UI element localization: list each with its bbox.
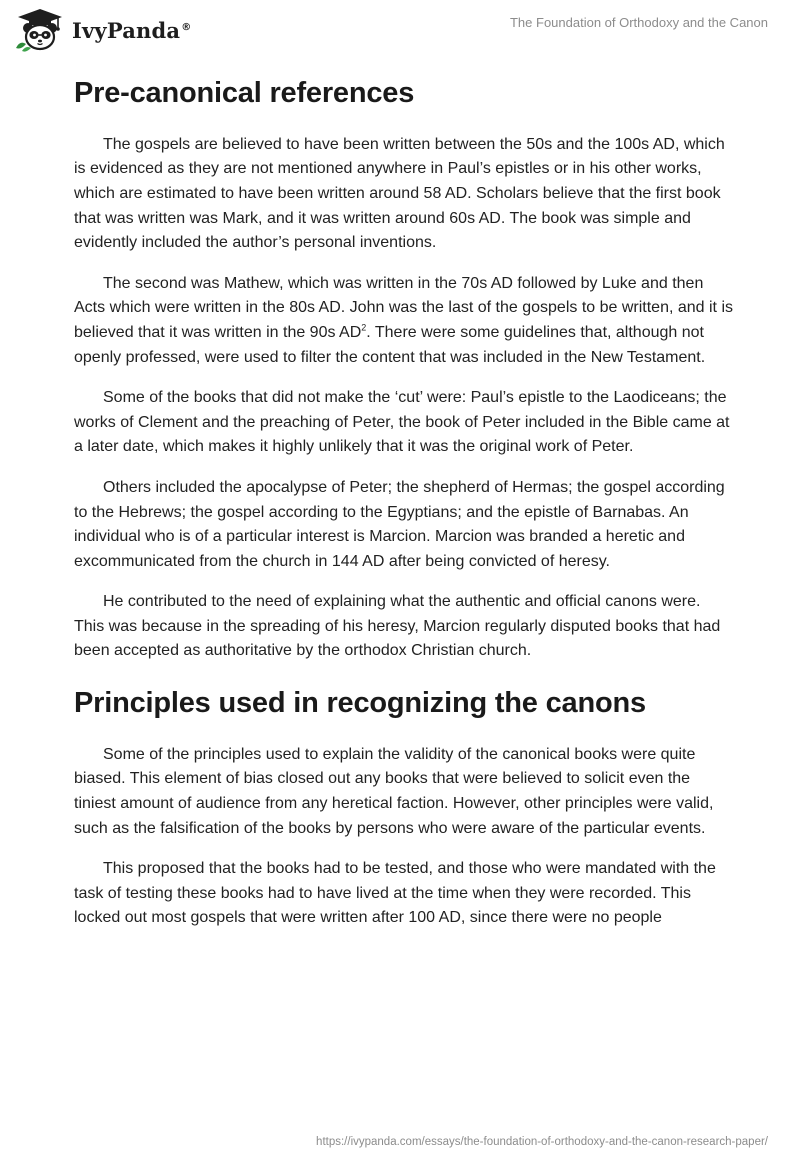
section-heading-pre-canonical: Pre-canonical references bbox=[74, 77, 415, 109]
ivypanda-logo[interactable] bbox=[14, 8, 191, 52]
paragraph-text: . There were some guidelines that, although not openly professed, were used to filter the content that was included in the New Testament. bbox=[74, 323, 706, 366]
section-heading-principles: Principles used in recognizing the canons bbox=[74, 687, 646, 720]
paragraph: He contributed to the need of explaining what the authentic and official canons were. This was because in the spreading of his heresy, Marcion regularly disputed books that had been accepted as authoritative by the orthodox Christian church. bbox=[74, 593, 721, 660]
page-header bbox=[0, 0, 800, 60]
document-title: The Foundation of Orthodoxy and the Canon bbox=[509, 15, 768, 30]
paragraph: The gospels are believed to have been written between the 50s and the 100s AD, which is evidenced as they are not mentioned anywhere in Paul’s epistles or in his other works, which are estimated to have been written around 58 AD. Scholars believe that the first book that was written was Mark, and it was written around 60s AD. The book was simple and evidently included the author’s personal inventions. bbox=[74, 135, 725, 252]
paragraph-text: The second was Mathew, which was written in the 70s AD followed by Luke and then Acts which were written in the 80s AD. John was the last of the gospels to be written, and it is believed that it was written in the 90s AD bbox=[74, 274, 733, 341]
logo-text: IvyPanda bbox=[72, 17, 181, 43]
paragraph: Others included the apocalypse of Peter; the shepherd of Hermas; the gospel according to the Hebrews; the gospel according to the Egyptians; and the epistle of Barnabas. An individual who is of a particular interest is Marcion. Marcion was branded a heretic and excommunicated from the church in 144 AD after being convicted of heresy. bbox=[74, 478, 725, 570]
footnote-ref[interactable]: 2 bbox=[361, 322, 367, 333]
registered-mark: ® bbox=[181, 21, 192, 33]
panda-graduate-icon bbox=[14, 8, 66, 52]
paragraph: This proposed that the books had to be tested, and those who were mandated with the task of testing these books had to have lived at the time when they were recorded. This locked out most gospels that were written after 100 AD, since there were no people bbox=[74, 860, 716, 927]
paragraph: Some of the books that did not make the ‘cut’ were: Paul’s epistle to the Laodiceans; the works of Clement and the preaching of Peter, the book of Peter included in the Bible came at a later date, which makes it highly unlikely that it was the original work of Peter. bbox=[74, 389, 730, 456]
logo-wordmark bbox=[72, 18, 191, 43]
paragraph-with-footnote bbox=[74, 272, 734, 370]
paragraph: Some of the principles used to explain the validity of the canonical books were quite biased. This element of bias closed out any books that were believed to solicit even the tiniest amount of audience from any heretical faction. However, other principles were valid, such as the falsification of the books by persons who were aware of the particular events. bbox=[74, 745, 714, 837]
article-content bbox=[74, 70, 734, 947]
source-url[interactable]: https://ivypanda.com/essays/the-foundation-of-orthodoxy-and-the-canon-research-paper/ bbox=[316, 1136, 768, 1148]
